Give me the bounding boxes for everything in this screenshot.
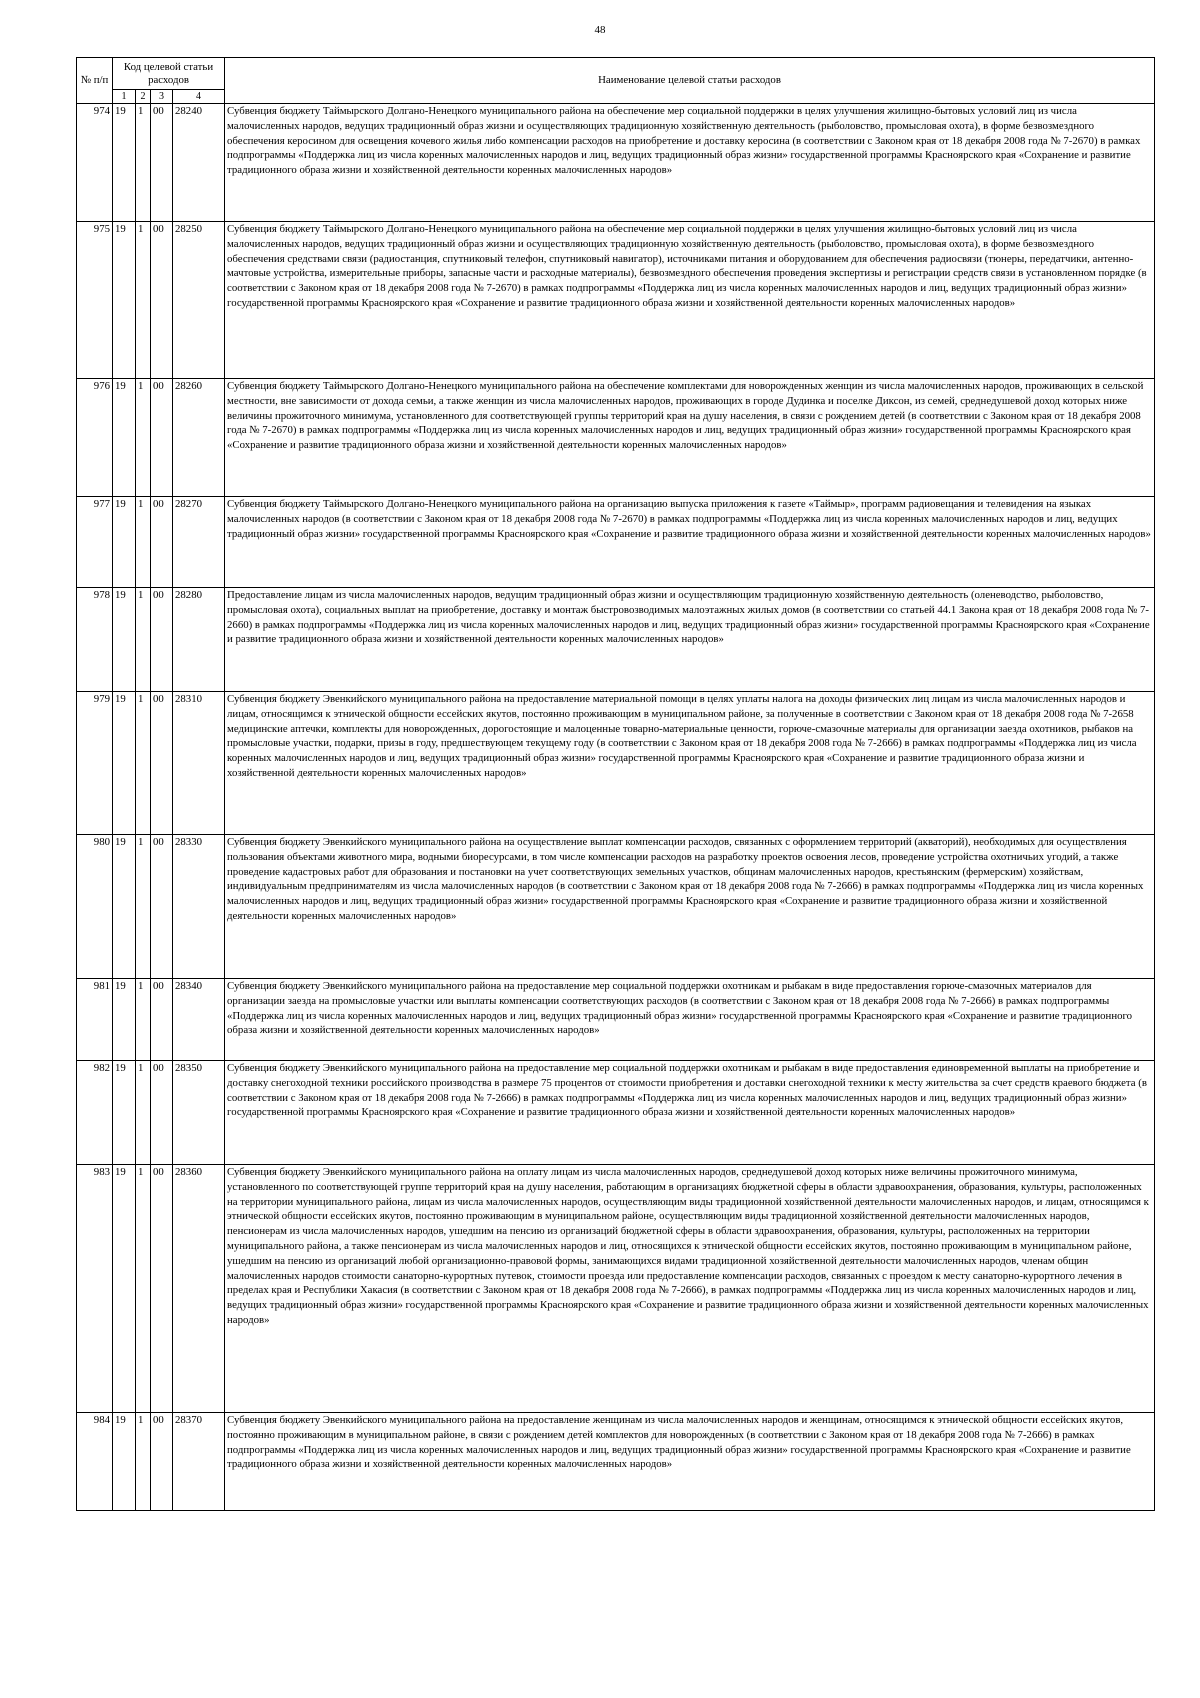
code-part-2: 1 [136, 1165, 151, 1413]
subheader-4: 4 [173, 90, 225, 104]
row-number: 984 [77, 1413, 113, 1511]
table-row [77, 379, 1155, 497]
code-part-3: 00 [151, 497, 173, 588]
table-header-row [77, 58, 1155, 90]
expense-item-name: Субвенция бюджету Эвенкийского муниципального района на оплату лицам из числа малочисленных народов, среднедушевой доход которых ниже величины прожиточного минимума, установленного по соответствующей группе территорий края на душу населения, работающим в организациях бюджетной сферы в области здравоохранения, образования, культуры, расположенных на территории муниципального района, лицам из числа малочисленных народов, осуществляющим виды традиционной хозяйственной деятельности малочисленных народов, и лицам, относящимся к этнической общности ессейских якутов, постоянно проживающим в муниципальном районе, осуществляющим виды традиционной хозяйственной деятельности малочисленных народов, пенсионерам из числа малочисленных народов, ушедшим на пенсию из организаций бюджетной сферы в области здравоохранения, образования, культуры, расположенных на территории муниципального района, а также пенсионерам из числа малочисленных народов и лиц, относящихся к этнической общности ессейских якутов, постоянно проживающим в муниципальном районе, ушедшим на пенсию из организаций любой организационно-правовой формы, занимающихся видами традиционной хозяйственной деятельности малочисленных народов, членам общин малочисленных народов стоимости санаторно-курортных путевок, стоимости проезда или предоставление компенсации расходов, связанных с проездом к месту санаторно-курортного лечения в пределах края и Республики Хакасия (в соответствии с Законом края от 18 декабря 2008 года № 7-2666), в рамках подпрограммы «Поддержка лиц из числа коренных малочисленных народов и лиц, ведущих традиционный образ жизни» государственной программы Красноярского края «Сохранение и развитие традиционного образа жизни и хозяйственной деятельности коренных малочисленных народов» [225, 1165, 1155, 1413]
header-number: № п/п [77, 58, 113, 104]
row-number: 978 [77, 588, 113, 692]
row-number: 983 [77, 1165, 113, 1413]
expense-item-name: Субвенция бюджету Эвенкийского муниципального района на предоставление мер социальной поддержки охотникам и рыбакам в виде предоставления единовременной выплаты на приобретение и доставку снегоходной техники российского производства в размере 75 процентов от стоимости приобретения и доставки снегоходной техники к месту жительства за счет средств краевого бюджета (в соответствии с Законом края от 18 декабря 2008 года № 7-2666) в рамках подпрограммы «Поддержка лиц из числа коренных малочисленных народов и лиц, ведущих традиционный образ жизни» государственной программы Красноярского края «Сохранение и развитие традиционного образа жизни и хозяйственной деятельности коренных малочисленных народов» [225, 1061, 1155, 1165]
subheader-3: 3 [151, 90, 173, 104]
code-part-3: 00 [151, 104, 173, 222]
row-number: 980 [77, 835, 113, 979]
header-name: Наименование целевой статьи расходов [225, 58, 1155, 104]
table-row [77, 104, 1155, 222]
code-part-3: 00 [151, 979, 173, 1061]
code-part-1: 19 [113, 835, 136, 979]
table-row [77, 835, 1155, 979]
code-part-4: 28250 [173, 222, 225, 379]
code-part-3: 00 [151, 835, 173, 979]
row-number: 976 [77, 379, 113, 497]
code-part-2: 1 [136, 692, 151, 835]
table-row [77, 1413, 1155, 1511]
code-part-4: 28370 [173, 1413, 225, 1511]
code-part-1: 19 [113, 222, 136, 379]
page-number: 48 [594, 24, 606, 36]
code-part-4: 28310 [173, 692, 225, 835]
code-part-2: 1 [136, 1413, 151, 1511]
code-part-3: 00 [151, 588, 173, 692]
code-part-1: 19 [113, 1413, 136, 1511]
code-part-1: 19 [113, 979, 136, 1061]
row-number: 979 [77, 692, 113, 835]
row-number: 981 [77, 979, 113, 1061]
table-row [77, 1061, 1155, 1165]
table-row [77, 222, 1155, 379]
code-part-1: 19 [113, 104, 136, 222]
code-part-4: 28280 [173, 588, 225, 692]
code-part-4: 28360 [173, 1165, 225, 1413]
expense-item-name: Предоставление лицам из числа малочисленных народов, ведущим традиционный образ жизни и осуществляющим традиционную хозяйственную деятельность (оленеводство, рыболовство, промысловая охота), социальных выплат на приобретение, доставку и монтаж быстровозводимых малоэтажных жилых домов (в соответствии со статьей 44.1 Закона края от 18 декабря 2008 года № 7-2660) в рамках подпрограммы «Поддержка лиц из числа коренных малочисленных народов и лиц, ведущих традиционный образ жизни» государственной программы Красноярского края «Сохранение и развитие традиционного образа жизни и хозяйственной деятельности коренных малочисленных народов» [225, 588, 1155, 692]
table-row [77, 692, 1155, 835]
code-part-2: 1 [136, 497, 151, 588]
expense-item-name: Субвенция бюджету Таймырского Долгано-Ненецкого муниципального района на организацию выпуска приложения к газете «Таймыр», программ радиовещания и телевидения на языках малочисленных народов (в соответствии с Законом края от 18 декабря 2008 года № 7-2670) в рамках подпрограммы «Поддержка лиц из числа коренных малочисленных народов и лиц, ведущих традиционный образ жизни» государственной программы Красноярского края «Сохранение и развитие традиционного образа жизни и хозяйственной деятельности коренных малочисленных народов» [225, 497, 1155, 588]
table-row [77, 979, 1155, 1061]
code-part-3: 00 [151, 1413, 173, 1511]
code-part-1: 19 [113, 1165, 136, 1413]
row-number: 982 [77, 1061, 113, 1165]
code-part-4: 28330 [173, 835, 225, 979]
code-part-1: 19 [113, 1061, 136, 1165]
code-part-2: 1 [136, 835, 151, 979]
code-part-1: 19 [113, 497, 136, 588]
code-part-3: 00 [151, 222, 173, 379]
expense-item-name: Субвенция бюджету Таймырского Долгано-Ненецкого муниципального района на обеспечение мер социальной поддержки в целях улучшения жилищно-бытовых условий лиц из числа малочисленных народов, ведущих традиционный образ жизни и осуществляющих традиционную хозяйственную деятельность (рыболовство, промысловая охота), в форме безвозмездного обеспечения средствами связи (радиостанция, спутниковый телефон, спутниковый навигатор), источниками питания и оборудованием для обеспечения радиосвязи (тюнеры, передатчики, антенно-мачтовые устройства, измерительные приборы, запасные части и расходные материалы), безвозмездного обеспечения проведения экспертизы и регистрации средств связи в установленном порядке (в соответствии с Законом края от 18 декабря 2008 года № 7-2670) в рамках подпрограммы «Поддержка лиц из числа коренных малочисленных народов и лиц, ведущих традиционный образ жизни» государственной программы Красноярского края «Сохранение и развитие традиционного образа жизни и хозяйственной деятельности коренных малочисленных народов» [225, 222, 1155, 379]
expense-item-name: Субвенция бюджету Эвенкийского муниципального района на предоставление материальной помощи в целях уплаты налога на доходы физических лиц лицам из числа малочисленных народов и лицам, относящимся к этнической общности ессейских якутов, постоянно проживающим в муниципальном районе, за полученные в соответствии с Законом края от 18 декабря 2008 года № 7-2658 медицинские аптечки, комплекты для новорожденных, дорогостоящие и малоценные товарно-материальные ценности, горюче-смазочные материалы для организации заезда охотников, рыбаков на промысловые участки, подарки, призы в году, предшествующем текущему году (в соответствии с Законом края от 18 декабря 2008 года № 7-2666) в рамках подпрограммы «Поддержка лиц из числа коренных малочисленных народов и лиц, ведущих традиционный образ жизни» государственной программы Красноярского края «Сохранение и развитие традиционного образа жизни и хозяйственной деятельности коренных малочисленных народов» [225, 692, 1155, 835]
code-part-2: 1 [136, 222, 151, 379]
expense-item-name: Субвенция бюджету Эвенкийского муниципального района на предоставление женщинам из числа малочисленных народов и женщинам, относящимся к этнической общности ессейских якутов, постоянно проживающим в муниципальном районе, в связи с рождением детей комплектов для новорожденных (в соответствии с Законом края от 18 декабря 2008 года № 7-2666) в рамках подпрограммы «Поддержка лиц из числа коренных малочисленных народов и лиц, ведущих традиционный образ жизни» государственной программы Красноярского края «Сохранение и развитие традиционного образа жизни и хозяйственной деятельности коренных малочисленных народов» [225, 1413, 1155, 1511]
code-part-2: 1 [136, 588, 151, 692]
code-part-4: 28270 [173, 497, 225, 588]
expense-item-name: Субвенция бюджету Таймырского Долгано-Ненецкого муниципального района на обеспечение комплектами для новорожденных женщин из числа малочисленных народов, проживающих в сельской местности, вне зависимости от дохода семьи, а также женщин из числа малочисленных народов, проживающих в городе Дудинка и поселке Диксон, из семей, среднедушевой доход которых ниже величины прожиточного минимума, установленного для соответствующей группы территорий края на душу населения, в связи с рождением детей (в соответствии с Законом края от 18 декабря 2008 года № 7-2670) в рамках подпрограммы «Поддержка лиц из числа коренных малочисленных народов и лиц, ведущих традиционный образ жизни» государственной программы Красноярского края «Сохранение и развитие традиционного образа жизни и хозяйственной деятельности коренных малочисленных народов» [225, 379, 1155, 497]
code-part-3: 00 [151, 692, 173, 835]
code-part-4: 28340 [173, 979, 225, 1061]
code-part-2: 1 [136, 104, 151, 222]
row-number: 974 [77, 104, 113, 222]
expense-item-name: Субвенция бюджету Эвенкийского муниципального района на осуществление выплат компенсации расходов, связанных с оформлением территорий (акваторий), необходимых для осуществления пользования объектами животного мира, водными биоресурсами, в том числе компенсации расходов на разработку проектов освоения лесов, проведение устройства охотничьих угодий, а также проведение кадастровых работ для образования и постановки на учет соответствующих земельных участков, общинам малочисленных народов, крестьянским (фермерским) хозяйствам, индивидуальным предпринимателям из числа малочисленных народов (в соответствии с Законом края от 18 декабря 2008 года № 7-2666) в рамках подпрограммы «Поддержка лиц из числа коренных малочисленных народов и лиц, ведущих традиционный образ жизни» государственной программы Красноярского края «Сохранение и развитие традиционного образа жизни и хозяйственной деятельности коренных малочисленных народов» [225, 835, 1155, 979]
code-part-1: 19 [113, 379, 136, 497]
budget-classification-table [76, 57, 1155, 1511]
code-part-4: 28240 [173, 104, 225, 222]
code-part-4: 28260 [173, 379, 225, 497]
code-part-1: 19 [113, 588, 136, 692]
table-row [77, 588, 1155, 692]
expense-item-name: Субвенция бюджету Таймырского Долгано-Ненецкого муниципального района на обеспечение мер социальной поддержки в целях улучшения жилищно-бытовых условий лиц из числа малочисленных народов, ведущих традиционный образ жизни и осуществляющих традиционную хозяйственную деятельность (рыболовство, промысловая охота), в форме безвозмездного обеспечения керосином для освещения кочевого жилья либо компенсации расходов на приобретение и доставку керосина (в соответствии с Законом края от 18 декабря 2008 года № 7-2670) в рамках подпрограммы «Поддержка лиц из числа коренных малочисленных народов и лиц, ведущих традиционный образ жизни» государственной программы Красноярского края «Сохранение и развитие традиционного образа жизни и хозяйственной деятельности коренных малочисленных народов» [225, 104, 1155, 222]
header-code: Код целевой статьи расходов [113, 58, 225, 90]
code-part-3: 00 [151, 1061, 173, 1165]
code-part-2: 1 [136, 979, 151, 1061]
table-row [77, 497, 1155, 588]
code-part-2: 1 [136, 1061, 151, 1165]
expense-item-name: Субвенция бюджету Эвенкийского муниципального района на предоставление мер социальной поддержки охотникам и рыбакам в виде предоставления горюче-смазочных материалов для организации заезда на промысловые участки или выплаты компенсации соответствующих расходов (в соответствии с Законом края от 18 декабря 2008 года № 7-2666) в рамках подпрограммы «Поддержка лиц из числа коренных малочисленных народов и лиц, ведущих традиционный образ жизни» государственной программы Красноярского края «Сохранение и развитие традиционного образа жизни и хозяйственной деятельности коренных малочисленных народов» [225, 979, 1155, 1061]
row-number: 977 [77, 497, 113, 588]
subheader-2: 2 [136, 90, 151, 104]
subheader-1: 1 [113, 90, 136, 104]
code-part-4: 28350 [173, 1061, 225, 1165]
code-part-3: 00 [151, 1165, 173, 1413]
table-row [77, 1165, 1155, 1413]
code-part-1: 19 [113, 692, 136, 835]
code-part-2: 1 [136, 379, 151, 497]
code-part-3: 00 [151, 379, 173, 497]
row-number: 975 [77, 222, 113, 379]
